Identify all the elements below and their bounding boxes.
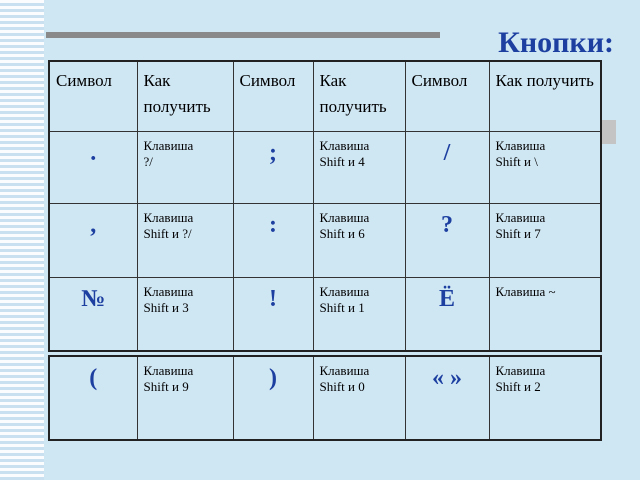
symbols-table-continued xyxy=(48,355,602,441)
symbol-cell: , xyxy=(49,203,137,277)
key-line: Shift и 7 xyxy=(495,225,541,241)
header-how: Как получить xyxy=(489,61,601,131)
key-line: Клавиша xyxy=(319,137,370,153)
key-description xyxy=(137,277,233,351)
key-description xyxy=(313,131,405,203)
header-how: Как получить xyxy=(137,61,233,131)
header-symbol: Символ xyxy=(405,61,489,131)
table-row xyxy=(49,356,601,440)
key-line: Shift и 2 xyxy=(495,379,541,394)
key-line: Клавиша xyxy=(143,209,194,225)
header-symbol: Символ xyxy=(233,61,313,131)
page-title: Кнопки: xyxy=(498,26,614,59)
key-description xyxy=(313,277,405,351)
symbol-cell: Ё xyxy=(405,277,489,351)
key-line: Shift и 3 xyxy=(143,299,189,315)
key-line: Shift и 0 xyxy=(319,379,365,394)
key-description xyxy=(489,203,601,277)
key-line: Клавиша ~ xyxy=(495,283,556,299)
table-header-row xyxy=(49,61,601,131)
symbol-cell: ? xyxy=(405,203,489,277)
table-row xyxy=(49,277,601,351)
symbol-cell: ( xyxy=(49,356,137,440)
key-line: Shift и 1 xyxy=(319,299,365,315)
key-line: Клавиша xyxy=(319,363,370,378)
key-line: Shift и 6 xyxy=(319,225,365,241)
key-line: Клавиша xyxy=(495,363,546,378)
decorative-stripes xyxy=(0,0,44,480)
key-line: Клавиша xyxy=(495,137,546,153)
table-row xyxy=(49,131,601,203)
key-line: ?/ xyxy=(143,153,153,169)
decorative-bar-top xyxy=(46,32,440,38)
symbol-cell: ! xyxy=(233,277,313,351)
key-description xyxy=(489,131,601,203)
key-description xyxy=(137,131,233,203)
symbol-cell: № xyxy=(49,277,137,351)
symbol-cell: . xyxy=(49,131,137,203)
key-line: Клавиша xyxy=(143,137,194,153)
key-line: Клавиша xyxy=(319,209,370,225)
symbol-cell: ) xyxy=(233,356,313,440)
symbol-cell: « » xyxy=(405,356,489,440)
symbol-cell: ; xyxy=(233,131,313,203)
header-symbol: Символ xyxy=(49,61,137,131)
key-line: Клавиша xyxy=(143,363,194,378)
key-line: Shift и \ xyxy=(495,153,538,169)
key-line: Клавиша xyxy=(495,209,546,225)
key-line: Shift и 9 xyxy=(143,379,189,394)
symbol-cell: / xyxy=(405,131,489,203)
table-row xyxy=(49,203,601,277)
key-description xyxy=(489,356,601,440)
symbols-table xyxy=(48,60,602,352)
symbol-cell: : xyxy=(233,203,313,277)
key-line: Shift и ?/ xyxy=(143,225,192,241)
header-how: Как получить xyxy=(313,61,405,131)
key-description xyxy=(313,356,405,440)
key-description xyxy=(489,277,601,351)
key-description xyxy=(313,203,405,277)
key-description xyxy=(137,203,233,277)
key-line: Клавиша xyxy=(143,283,194,299)
key-line: Shift и 4 xyxy=(319,153,365,169)
key-description xyxy=(137,356,233,440)
key-line: Клавиша xyxy=(319,283,370,299)
